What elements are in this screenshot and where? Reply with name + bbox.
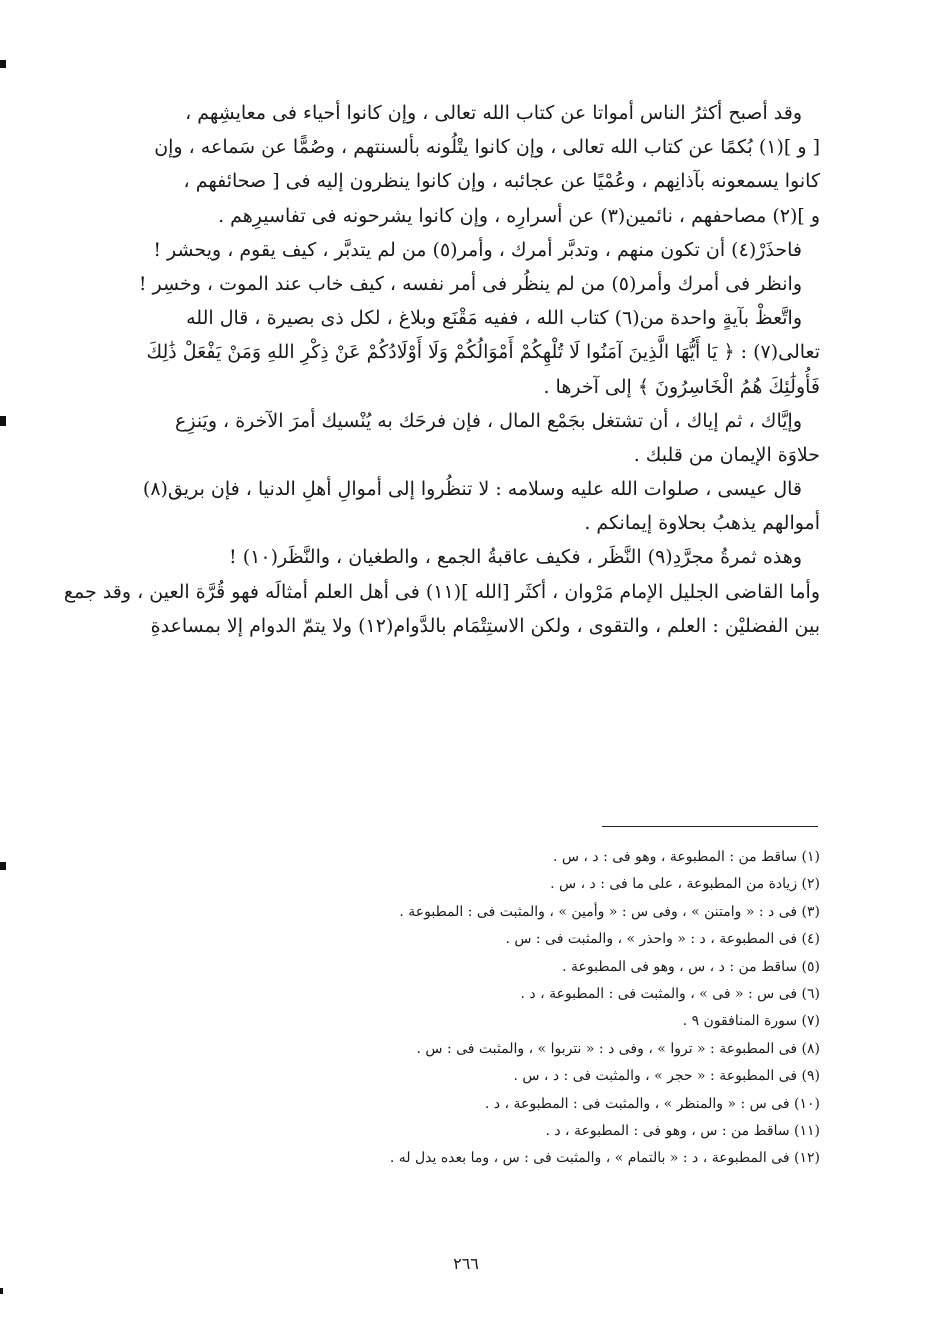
page-number: ٢٦٦ bbox=[453, 1254, 479, 1273]
footnote: (٩) فى المطبوعة : « حجر » ، والمثبت فى : د ، س . bbox=[513, 1068, 820, 1085]
text-line: كانوا يسمعونه بآذانِهم ، وعُمْيًا عن عجائبه ، وإن كانوا ينظرون إليه فى [ صحائفهم ، bbox=[183, 170, 820, 193]
text-line: بين الفضليْن : العلم ، والتقوى ، ولكن الاستِتْمَام بالدَّوام(١٢) ولا يتمّ الدوام إلا بمساعدةِ bbox=[150, 614, 820, 637]
text-line: وانظر فى أمرك وأمر(٥) من لم ينظُر فى أمر نفسه ، كيف خاب عند الموت ، وخسِر ! bbox=[138, 272, 802, 295]
footnote: (٤) فى المطبوعة ، د : « واحذر » ، والمثبت فى : س . bbox=[505, 931, 820, 948]
text-line: وإيَّاك ، ثم إياك ، أن تشتغل بجَمْع المال ، فإن فرحَك به يُنْسيك أمرَ الآخرة ، ويَنزِع bbox=[175, 409, 802, 432]
text-line: فَأُولَٰئِكَ هُمُ الْخَاسِرُونَ ﴾ إلى آخرها . bbox=[543, 375, 820, 398]
footnote: (٧) سورة المنافقون ٩ . bbox=[682, 1013, 820, 1030]
text-line: [ و ](١) بُكمًا عن كتاب الله تعالى ، وإن كانوا يتْلُونه بألسنتهم ، وصُمًّا عن سَماعه ، وإن bbox=[154, 136, 820, 159]
footnote: (١٢) فى المطبوعة ، د : « بالتمام » ، والمثبت فى : س ، وما بعده يدل له . bbox=[389, 1150, 820, 1167]
text-line: وأما القاضى الجليل الإمام مَرْوان ، أكثَر [الله ](١١) فى أهل العلم أمثالَه فهو قُرَّة العين ، وقد جمع bbox=[63, 580, 820, 603]
footnote: (١٠) فى س : « والمنظر » ، والمثبت فى : المطبوعة ، د . bbox=[484, 1095, 820, 1112]
text-line: حلاوَة الإيمان من قلبك . bbox=[633, 443, 820, 466]
text-line: تعالى(٧) : ﴿ يَا أَيُّهَا الَّذِينَ آمَنُوا لَا تُلْهِكُمْ أَمْوَالُكُمْ وَلَا أَوْلَادُكُمْ عَنْ ذِكْرِ اللهِ وَمَنْ يَفْعَلْ ذَٰلِكَ bbox=[146, 341, 820, 364]
text-line: وهذه ثمرةُ مجرَّدِ(٩) النَّظَر ، فكيف عاقبةُ الجمع ، والطغيان ، والنَّظَر(١٠) ! bbox=[229, 546, 802, 569]
margin-mark bbox=[0, 416, 6, 426]
margin-mark bbox=[0, 862, 6, 870]
margin-mark bbox=[0, 1288, 3, 1294]
text-line: فاحذَرْ(٤) أن تكون منهم ، وتدبَّر أمرك ، وأمر(٥) من لم يتدبَّر ، كيف يقوم ، ويحشر ! bbox=[153, 238, 802, 261]
text-line: قال عيسى ، صلوات الله عليه وسلامه : لا تنظُروا إلى أموالِ أهلِ الدنيا ، فإن بريق(٨) bbox=[142, 478, 802, 501]
footnote: (٣) فى د : « وامتنن » ، وفى س : « وأمين » ، والمثبت فى : المطبوعة . bbox=[399, 903, 820, 920]
footnote: (١١) ساقط من : س ، وهو فى : المطبوعة ، د . bbox=[545, 1122, 820, 1139]
text-line: و ](٢) مصاحفهم ، نائمين(٣) عن أسرارِه ، وإن كانوا يشرحونه فى تفاسيرِهم . bbox=[218, 204, 820, 227]
footnote: (٦) فى س : « فى » ، والمثبت فى : المطبوعة ، د . bbox=[520, 985, 820, 1002]
footnote: (١) ساقط من : المطبوعة ، وهو فى : د ، س . bbox=[552, 849, 820, 865]
footnote: (٥) ساقط من : د ، س ، وهو فى المطبوعة . bbox=[562, 958, 820, 975]
footnote: (٢) زيادة من المطبوعة ، على ما فى : د ، س . bbox=[550, 876, 820, 893]
text-line: وقد أصبح أكثرُ الناس أمواتا عن كتاب الله تعالى ، وإن كانوا أحياء فى معايشِهم ، bbox=[185, 102, 802, 124]
margin-mark bbox=[0, 60, 6, 68]
text-line: واتَّعظْ بآيةٍ واحدة من(٦) كتاب الله ، ففيه مَقْنَع وبلاغ ، لكل ذى بصيرة ، قال الله bbox=[186, 307, 802, 330]
footnote-separator bbox=[602, 826, 818, 827]
text-line: أموالهم يذهبُ بحلاوة إيمانكم . bbox=[584, 512, 820, 535]
main-text bbox=[63, 102, 820, 651]
footnotes bbox=[300, 850, 820, 1179]
footnote: (٨) فى المطبوعة : « تروا » ، وفى د : « نتربوا » ، والمثبت فى : س . bbox=[416, 1040, 820, 1057]
